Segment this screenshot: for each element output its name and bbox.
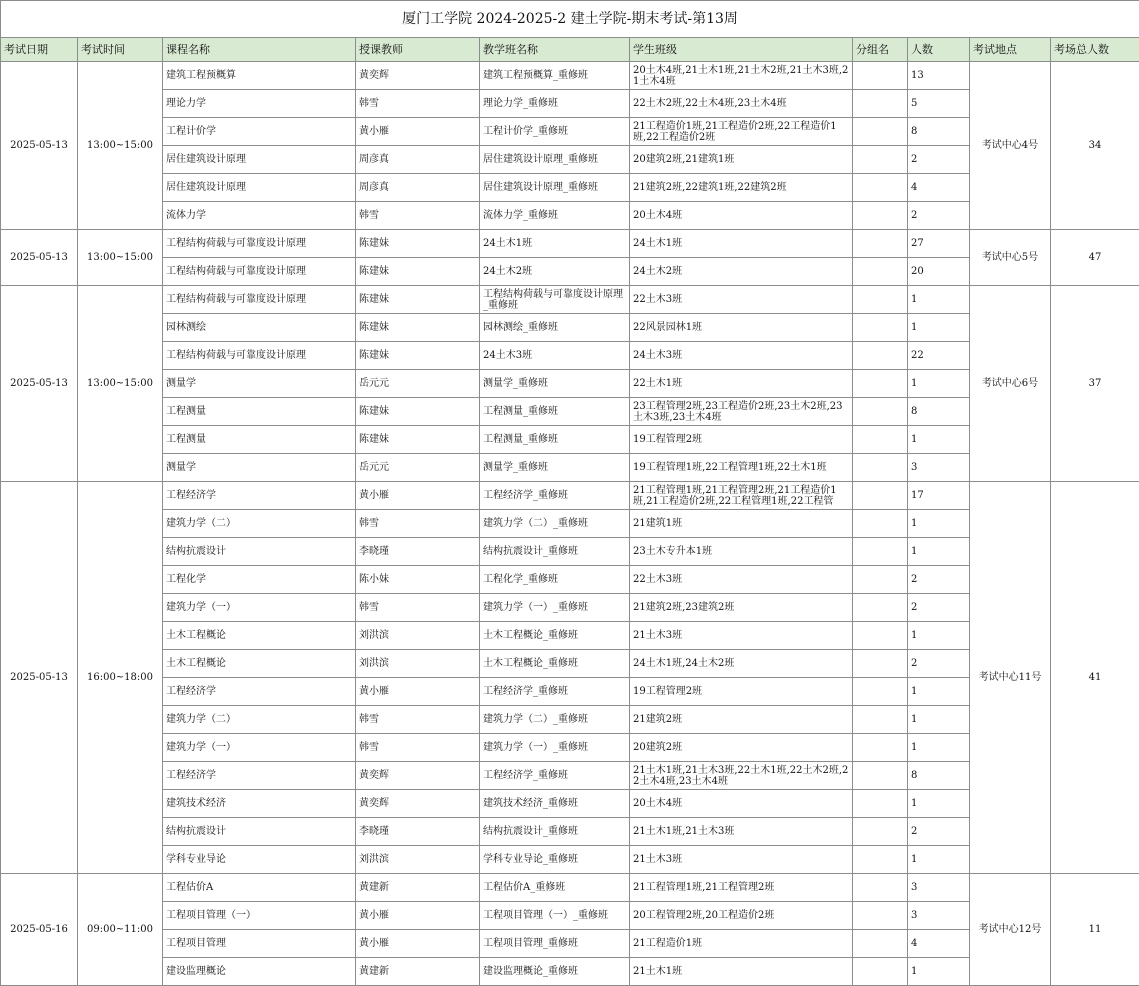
- cell-class-name[interactable]: 工程计价学_重修班: [480, 118, 630, 146]
- table-row: [1, 202, 1139, 230]
- cell-class-name[interactable]: 工程结构荷载与可靠度设计原理_重修班: [480, 286, 630, 314]
- cell-count[interactable]: 4: [908, 930, 970, 958]
- cell-teacher[interactable]: 黄奕辉: [356, 790, 480, 818]
- cell-student-class[interactable]: 21土木3班: [630, 622, 853, 650]
- cell-count[interactable]: 1: [908, 314, 970, 342]
- cell-course-name[interactable]: 工程化学: [163, 566, 356, 594]
- cell-class-name[interactable]: 结构抗震设计_重修班: [480, 818, 630, 846]
- cell-group-name[interactable]: [853, 538, 908, 566]
- header-row: [1, 38, 1139, 62]
- table-row: [1, 482, 1139, 510]
- cell-class-name[interactable]: 学科专业导论_重修班: [480, 846, 630, 874]
- cell-teacher[interactable]: 韩雪: [356, 202, 480, 230]
- cell-student-class[interactable]: 20土木4班: [630, 790, 853, 818]
- cell-teacher[interactable]: 刘洪滨: [356, 622, 480, 650]
- cell-student-class[interactable]: 24土木2班: [630, 258, 853, 286]
- table-row: [1, 734, 1139, 762]
- cell-course-name[interactable]: 学科专业导论: [163, 846, 356, 874]
- cell-class-name[interactable]: 建筑技术经济_重修班: [480, 790, 630, 818]
- table-row: [1, 538, 1139, 566]
- cell-group-name[interactable]: [853, 202, 908, 230]
- cell-group-name[interactable]: [853, 762, 908, 790]
- cell-count[interactable]: 27: [908, 230, 970, 258]
- cell-count[interactable]: 1: [908, 846, 970, 874]
- cell-teacher[interactable]: 黄建新: [356, 958, 480, 986]
- cell-teacher[interactable]: 陈建妹: [356, 230, 480, 258]
- cell-exam-date[interactable]: 2025-05-16: [1, 874, 78, 986]
- cell-course-name[interactable]: 工程经济学: [163, 762, 356, 790]
- cell-count[interactable]: 4: [908, 174, 970, 202]
- cell-teacher[interactable]: 陈建妹: [356, 258, 480, 286]
- cell-course-name[interactable]: 测量学: [163, 454, 356, 482]
- cell-teacher[interactable]: 黄建新: [356, 874, 480, 902]
- cell-group-name[interactable]: [853, 902, 908, 930]
- cell-count[interactable]: 8: [908, 398, 970, 426]
- cell-course-name[interactable]: 居住建筑设计原理: [163, 174, 356, 202]
- table-row: [1, 90, 1139, 118]
- cell-course-name[interactable]: 建筑力学（一）: [163, 594, 356, 622]
- cell-teacher[interactable]: 陈建妹: [356, 398, 480, 426]
- cell-location[interactable]: 考试中心5号: [970, 230, 1051, 286]
- cell-course-name[interactable]: 工程估价A: [163, 874, 356, 902]
- cell-exam-date[interactable]: 2025-05-13: [1, 230, 78, 286]
- cell-student-class[interactable]: 21工程造价1班,21工程造价2班,22工程造价1班,22工程造价2班: [630, 118, 853, 146]
- cell-student-class[interactable]: 21工程管理1班,21工程管理2班,21工程造价1班,21工程造价2班,22工程管理1班,22工程管: [630, 482, 853, 510]
- cell-student-class[interactable]: 21土木3班: [630, 846, 853, 874]
- header-student-class[interactable]: 学生班级: [630, 38, 853, 62]
- cell-student-class[interactable]: 24土木3班: [630, 342, 853, 370]
- cell-student-class[interactable]: 20工程管理2班,20工程造价2班: [630, 902, 853, 930]
- cell-student-class[interactable]: 20建筑2班,21建筑1班: [630, 146, 853, 174]
- cell-count[interactable]: 2: [908, 202, 970, 230]
- cell-count[interactable]: 1: [908, 622, 970, 650]
- cell-course-name[interactable]: 测量学: [163, 370, 356, 398]
- cell-teacher[interactable]: 韩雪: [356, 510, 480, 538]
- table-row: [1, 818, 1139, 846]
- cell-teacher[interactable]: 陈建妹: [356, 314, 480, 342]
- table-row: [1, 454, 1139, 482]
- cell-room-total[interactable]: 34: [1051, 62, 1139, 230]
- cell-teacher[interactable]: 韩雪: [356, 594, 480, 622]
- table-row: [1, 258, 1139, 286]
- cell-group-name[interactable]: [853, 90, 908, 118]
- cell-count[interactable]: 2: [908, 146, 970, 174]
- cell-group-name[interactable]: [853, 398, 908, 426]
- cell-student-class[interactable]: 21土木1班: [630, 958, 853, 986]
- cell-course-name[interactable]: 建筑力学（一）: [163, 734, 356, 762]
- cell-student-class[interactable]: 21建筑2班,22建筑1班,22建筑2班: [630, 174, 853, 202]
- cell-exam-date[interactable]: 2025-05-13: [1, 482, 78, 874]
- cell-group-name[interactable]: [853, 426, 908, 454]
- cell-student-class[interactable]: 21土木1班,21土木3班: [630, 818, 853, 846]
- header-exam-time[interactable]: 考试时间: [78, 38, 163, 62]
- table-row: [1, 762, 1139, 790]
- cell-group-name[interactable]: [853, 258, 908, 286]
- cell-count[interactable]: 1: [908, 734, 970, 762]
- cell-exam-time[interactable]: 13:00~15:00: [78, 230, 163, 286]
- cell-teacher[interactable]: 韩雪: [356, 706, 480, 734]
- table-row: [1, 398, 1139, 426]
- cell-exam-time[interactable]: 09:00~11:00: [78, 874, 163, 986]
- cell-group-name[interactable]: [853, 958, 908, 986]
- cell-group-name[interactable]: [853, 874, 908, 902]
- cell-course-name[interactable]: 建筑力学（二）: [163, 706, 356, 734]
- cell-student-class[interactable]: 21建筑2班: [630, 706, 853, 734]
- cell-teacher[interactable]: 刘洪滨: [356, 650, 480, 678]
- cell-group-name[interactable]: [853, 706, 908, 734]
- cell-count[interactable]: 2: [908, 594, 970, 622]
- cell-class-name[interactable]: 土木工程概论_重修班: [480, 650, 630, 678]
- cell-location[interactable]: 考试中心11号: [970, 482, 1051, 874]
- table-row: [1, 286, 1139, 314]
- cell-course-name[interactable]: 工程测量: [163, 398, 356, 426]
- cell-group-name[interactable]: [853, 930, 908, 958]
- cell-student-class[interactable]: 19工程管理2班: [630, 678, 853, 706]
- cell-class-name[interactable]: 流体力学_重修班: [480, 202, 630, 230]
- table-row: [1, 118, 1139, 146]
- cell-count[interactable]: 22: [908, 342, 970, 370]
- cell-course-name[interactable]: 理论力学: [163, 90, 356, 118]
- cell-course-name[interactable]: 建筑工程预概算: [163, 62, 356, 90]
- cell-teacher[interactable]: 黄小雁: [356, 118, 480, 146]
- cell-class-name[interactable]: 工程经济学_重修班: [480, 482, 630, 510]
- header-group-name[interactable]: 分组名: [853, 38, 908, 62]
- cell-count[interactable]: 2: [908, 566, 970, 594]
- cell-course-name[interactable]: 园林测绘: [163, 314, 356, 342]
- table-row: [1, 370, 1139, 398]
- cell-count[interactable]: 1: [908, 678, 970, 706]
- cell-count[interactable]: 1: [908, 958, 970, 986]
- cell-teacher[interactable]: 刘洪滨: [356, 846, 480, 874]
- table-row: [1, 146, 1139, 174]
- cell-group-name[interactable]: [853, 342, 908, 370]
- cell-student-class[interactable]: 22风景园林1班: [630, 314, 853, 342]
- cell-class-name[interactable]: 建筑力学（一）_重修班: [480, 734, 630, 762]
- cell-location[interactable]: 考试中心12号: [970, 874, 1051, 986]
- cell-class-name[interactable]: 测量学_重修班: [480, 370, 630, 398]
- cell-course-name[interactable]: 建筑力学（二）: [163, 510, 356, 538]
- cell-count[interactable]: 1: [908, 510, 970, 538]
- cell-group-name[interactable]: [853, 566, 908, 594]
- cell-count[interactable]: 1: [908, 790, 970, 818]
- table-row: [1, 650, 1139, 678]
- table-row: [1, 510, 1139, 538]
- cell-course-name[interactable]: 工程测量: [163, 426, 356, 454]
- cell-room-total[interactable]: 11: [1051, 874, 1139, 986]
- table-row: [1, 958, 1139, 986]
- cell-group-name[interactable]: [853, 314, 908, 342]
- table-row: [1, 902, 1139, 930]
- header-class-name[interactable]: 教学班名称: [480, 38, 630, 62]
- cell-course-name[interactable]: 工程结构荷载与可靠度设计原理: [163, 342, 356, 370]
- cell-count[interactable]: 1: [908, 426, 970, 454]
- cell-student-class[interactable]: 24土木1班,24土木2班: [630, 650, 853, 678]
- cell-group-name[interactable]: [853, 286, 908, 314]
- table-row: [1, 62, 1139, 90]
- cell-class-name[interactable]: 工程测量_重修班: [480, 426, 630, 454]
- cell-class-name[interactable]: 工程项目管理_重修班: [480, 930, 630, 958]
- cell-exam-date[interactable]: 2025-05-13: [1, 62, 78, 230]
- cell-student-class[interactable]: 21工程造价1班: [630, 930, 853, 958]
- header-teacher[interactable]: 授课教师: [356, 38, 480, 62]
- cell-teacher[interactable]: 陈小妹: [356, 566, 480, 594]
- cell-group-name[interactable]: [853, 370, 908, 398]
- cell-course-name[interactable]: 工程项目管理（一）: [163, 902, 356, 930]
- cell-count[interactable]: 5: [908, 90, 970, 118]
- cell-course-name[interactable]: 工程结构荷载与可靠度设计原理: [163, 258, 356, 286]
- cell-class-name[interactable]: 建设监理概论_重修班: [480, 958, 630, 986]
- cell-teacher[interactable]: 黄奕辉: [356, 62, 480, 90]
- cell-group-name[interactable]: [853, 174, 908, 202]
- cell-class-name[interactable]: 工程估价A_重修班: [480, 874, 630, 902]
- cell-count[interactable]: 3: [908, 874, 970, 902]
- cell-exam-time[interactable]: 13:00~15:00: [78, 62, 163, 230]
- header-room-total[interactable]: 考场总人数: [1051, 38, 1139, 62]
- cell-course-name[interactable]: 工程结构荷载与可靠度设计原理: [163, 286, 356, 314]
- cell-count[interactable]: 1: [908, 538, 970, 566]
- cell-count[interactable]: 13: [908, 62, 970, 90]
- table-row: [1, 706, 1139, 734]
- cell-location[interactable]: 考试中心6号: [970, 286, 1051, 482]
- cell-group-name[interactable]: [853, 118, 908, 146]
- cell-student-class[interactable]: 20土木4班,21土木1班,21土木2班,21土木3班,21土木4班: [630, 62, 853, 90]
- cell-group-name[interactable]: [853, 62, 908, 90]
- cell-course-name[interactable]: 工程项目管理: [163, 930, 356, 958]
- cell-course-name[interactable]: 建设监理概论: [163, 958, 356, 986]
- cell-student-class[interactable]: 19工程管理1班,22工程管理1班,22土木1班: [630, 454, 853, 482]
- cell-course-name[interactable]: 建筑技术经济: [163, 790, 356, 818]
- cell-course-name[interactable]: 结构抗震设计: [163, 538, 356, 566]
- cell-class-name[interactable]: 测量学_重修班: [480, 454, 630, 482]
- cell-student-class[interactable]: 24土木1班: [630, 230, 853, 258]
- cell-teacher[interactable]: 李晓瑾: [356, 818, 480, 846]
- cell-count[interactable]: 2: [908, 650, 970, 678]
- cell-count[interactable]: 20: [908, 258, 970, 286]
- cell-group-name[interactable]: [853, 146, 908, 174]
- cell-count[interactable]: 1: [908, 286, 970, 314]
- cell-class-name[interactable]: 24土木3班: [480, 342, 630, 370]
- cell-student-class[interactable]: 22土木2班,22土木4班,23土木4班: [630, 90, 853, 118]
- cell-student-class[interactable]: 21建筑2班,23建筑2班: [630, 594, 853, 622]
- cell-group-name[interactable]: [853, 846, 908, 874]
- cell-teacher[interactable]: 陈建妹: [356, 286, 480, 314]
- table-row: [1, 314, 1139, 342]
- cell-room-total[interactable]: 37: [1051, 286, 1139, 482]
- table-row: [1, 566, 1139, 594]
- cell-course-name[interactable]: 土木工程概论: [163, 622, 356, 650]
- cell-class-name[interactable]: 工程测量_重修班: [480, 398, 630, 426]
- cell-course-name[interactable]: 工程计价学: [163, 118, 356, 146]
- cell-group-name[interactable]: [853, 650, 908, 678]
- header-course-name[interactable]: 课程名称: [163, 38, 356, 62]
- cell-course-name[interactable]: 土木工程概论: [163, 650, 356, 678]
- cell-group-name[interactable]: [853, 510, 908, 538]
- cell-class-name[interactable]: 园林测绘_重修班: [480, 314, 630, 342]
- cell-teacher[interactable]: 黄小雁: [356, 678, 480, 706]
- cell-teacher[interactable]: 黄小雁: [356, 930, 480, 958]
- cell-count[interactable]: 2: [908, 818, 970, 846]
- cell-class-name[interactable]: 工程化学_重修班: [480, 566, 630, 594]
- cell-student-class[interactable]: 19工程管理2班: [630, 426, 853, 454]
- cell-group-name[interactable]: [853, 454, 908, 482]
- cell-class-name[interactable]: 工程经济学_重修班: [480, 762, 630, 790]
- cell-group-name[interactable]: [853, 678, 908, 706]
- cell-class-name[interactable]: 建筑力学（一）_重修班: [480, 594, 630, 622]
- cell-student-class[interactable]: 23土木专升本1班: [630, 538, 853, 566]
- header-count[interactable]: 人数: [908, 38, 970, 62]
- cell-teacher[interactable]: 周彦真: [356, 146, 480, 174]
- sheet-title: 厦门工学院 2024-2025-2 建土学院-期末考试-第13周: [1, 1, 1139, 38]
- cell-course-name[interactable]: 流体力学: [163, 202, 356, 230]
- cell-class-name[interactable]: 24土木2班: [480, 258, 630, 286]
- cell-teacher[interactable]: 黄小雁: [356, 902, 480, 930]
- cell-course-name[interactable]: 结构抗震设计: [163, 818, 356, 846]
- cell-class-name[interactable]: 工程经济学_重修班: [480, 678, 630, 706]
- cell-count[interactable]: 17: [908, 482, 970, 510]
- cell-group-name[interactable]: [853, 734, 908, 762]
- cell-teacher[interactable]: 黄小雁: [356, 482, 480, 510]
- cell-course-name[interactable]: 工程结构荷载与可靠度设计原理: [163, 230, 356, 258]
- cell-class-name[interactable]: 建筑力学（二）_重修班: [480, 706, 630, 734]
- cell-class-name[interactable]: 土木工程概论_重修班: [480, 622, 630, 650]
- cell-teacher[interactable]: 岳元元: [356, 370, 480, 398]
- header-location[interactable]: 考试地点: [970, 38, 1051, 62]
- cell-student-class[interactable]: 22土木1班: [630, 370, 853, 398]
- cell-room-total[interactable]: 41: [1051, 482, 1139, 874]
- cell-teacher[interactable]: 周彦真: [356, 174, 480, 202]
- cell-group-name[interactable]: [853, 230, 908, 258]
- cell-class-name[interactable]: 24土木1班: [480, 230, 630, 258]
- table-row: [1, 426, 1139, 454]
- cell-group-name[interactable]: [853, 818, 908, 846]
- cell-count[interactable]: 1: [908, 706, 970, 734]
- cell-class-name[interactable]: 居住建筑设计原理_重修班: [480, 174, 630, 202]
- cell-count[interactable]: 8: [908, 762, 970, 790]
- cell-class-name[interactable]: 工程项目管理（一）_重修班: [480, 902, 630, 930]
- cell-group-name[interactable]: [853, 482, 908, 510]
- cell-teacher[interactable]: 韩雪: [356, 734, 480, 762]
- table-row: [1, 930, 1139, 958]
- cell-count[interactable]: 3: [908, 454, 970, 482]
- cell-exam-time[interactable]: 16:00~18:00: [78, 482, 163, 874]
- cell-student-class[interactable]: 21土木1班,21土木3班,22土木1班,22土木2班,22土木4班,23土木4班: [630, 762, 853, 790]
- cell-location[interactable]: 考试中心4号: [970, 62, 1051, 230]
- cell-teacher[interactable]: 陈建妹: [356, 342, 480, 370]
- cell-room-total[interactable]: 47: [1051, 230, 1139, 286]
- cell-student-class[interactable]: 22土木3班: [630, 286, 853, 314]
- cell-group-name[interactable]: [853, 594, 908, 622]
- cell-student-class[interactable]: 20建筑2班: [630, 734, 853, 762]
- cell-class-name[interactable]: 结构抗震设计_重修班: [480, 538, 630, 566]
- cell-course-name[interactable]: 工程经济学: [163, 678, 356, 706]
- table-row: [1, 594, 1139, 622]
- table-row: [1, 790, 1139, 818]
- table-body: [1, 62, 1139, 986]
- header-exam-date[interactable]: 考试日期: [1, 38, 78, 62]
- cell-group-name[interactable]: [853, 622, 908, 650]
- cell-teacher[interactable]: 黄奕辉: [356, 762, 480, 790]
- cell-course-name[interactable]: 居住建筑设计原理: [163, 146, 356, 174]
- cell-exam-time[interactable]: 13:00~15:00: [78, 286, 163, 482]
- cell-teacher[interactable]: 李晓瑾: [356, 538, 480, 566]
- table-row: [1, 874, 1139, 902]
- table-row: [1, 174, 1139, 202]
- cell-course-name[interactable]: 工程经济学: [163, 482, 356, 510]
- cell-count[interactable]: 3: [908, 902, 970, 930]
- cell-count[interactable]: 1: [908, 370, 970, 398]
- table-row: [1, 678, 1139, 706]
- cell-teacher[interactable]: 陈建妹: [356, 426, 480, 454]
- table-row: [1, 230, 1139, 258]
- cell-class-name[interactable]: 建筑力学（二）_重修班: [480, 510, 630, 538]
- cell-exam-date[interactable]: 2025-05-13: [1, 286, 78, 482]
- cell-student-class[interactable]: 22土木3班: [630, 566, 853, 594]
- cell-student-class[interactable]: 21建筑1班: [630, 510, 853, 538]
- cell-teacher[interactable]: 韩雪: [356, 90, 480, 118]
- cell-student-class[interactable]: 23工程管理2班,23工程造价2班,23土木2班,23土木3班,23土木4班: [630, 398, 853, 426]
- cell-class-name[interactable]: 建筑工程预概算_重修班: [480, 62, 630, 90]
- cell-count[interactable]: 8: [908, 118, 970, 146]
- cell-teacher[interactable]: 岳元元: [356, 454, 480, 482]
- table-row: [1, 622, 1139, 650]
- cell-class-name[interactable]: 理论力学_重修班: [480, 90, 630, 118]
- table-row: [1, 342, 1139, 370]
- cell-class-name[interactable]: 居住建筑设计原理_重修班: [480, 146, 630, 174]
- cell-student-class[interactable]: 20土木4班: [630, 202, 853, 230]
- cell-student-class[interactable]: 21工程管理1班,21工程管理2班: [630, 874, 853, 902]
- cell-group-name[interactable]: [853, 790, 908, 818]
- table-row: [1, 846, 1139, 874]
